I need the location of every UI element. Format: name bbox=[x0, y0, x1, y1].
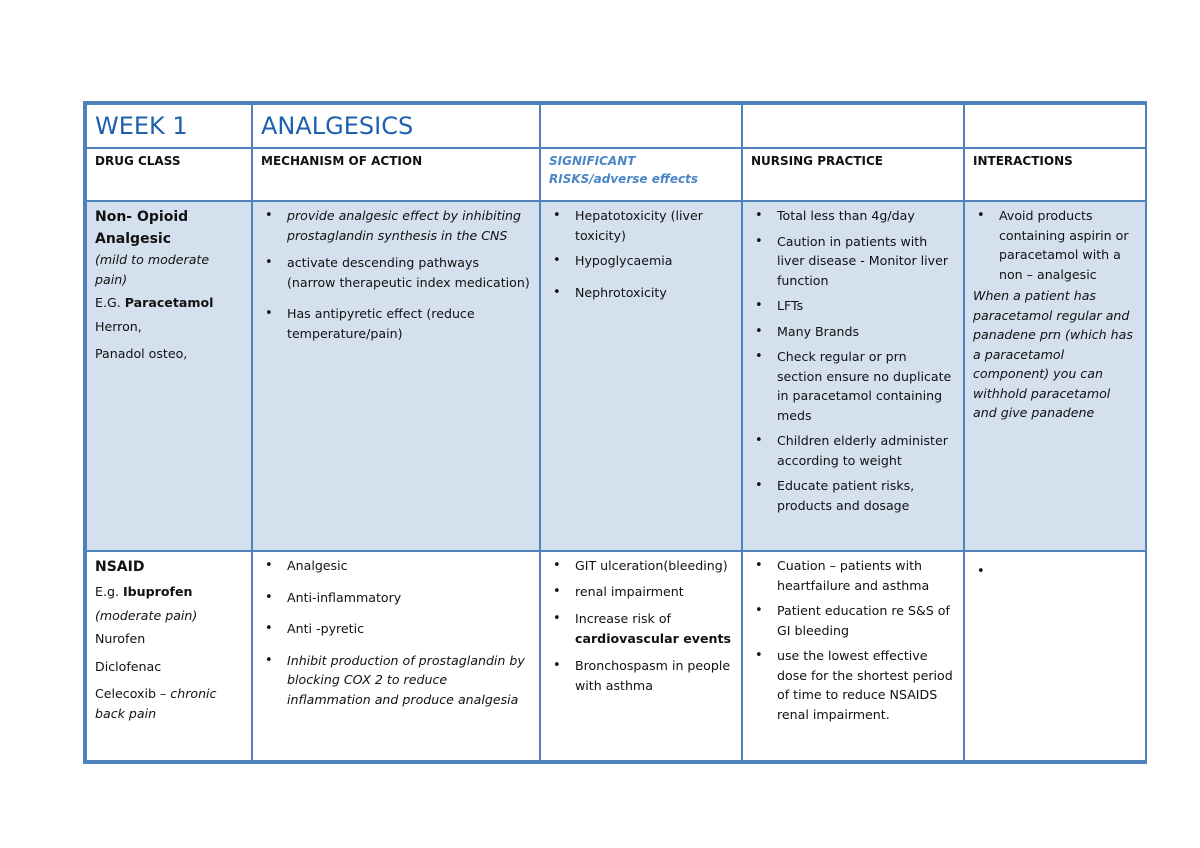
mechanism-cell bbox=[252, 551, 540, 761]
list-item: • LFTs bbox=[777, 296, 955, 316]
drug-table bbox=[83, 101, 1147, 764]
brand-name: Herron, bbox=[95, 318, 142, 334]
header-interactions: INTERACTIONS bbox=[964, 148, 1146, 201]
brand-name: Nurofen bbox=[95, 631, 146, 646]
pain-level: (mild to moderate pain) bbox=[95, 252, 210, 287]
list-item: • GIT ulceration(bleeding) bbox=[575, 556, 733, 576]
empty-cell bbox=[742, 104, 964, 148]
list-item: • Has antipyretic effect (reduce temperature/pain) bbox=[287, 304, 531, 343]
header-drug-class: DRUG CLASS bbox=[86, 148, 252, 201]
list-item: • Patient education re S&S of GI bleeding bbox=[777, 601, 955, 640]
list-item: • Total less than 4g/day bbox=[777, 206, 955, 226]
empty-cell bbox=[964, 104, 1146, 148]
list-item: • Increase risk of cardiovascular events bbox=[575, 609, 733, 648]
drug-class-cell bbox=[86, 201, 252, 551]
title-row bbox=[86, 104, 1146, 148]
topic-title: ANALGESICS bbox=[252, 104, 540, 148]
list-item: • Check regular or prn section ensure no duplicate in paracetamol containing meds bbox=[777, 347, 955, 425]
brand-name: Panadol osteo, bbox=[95, 346, 188, 361]
empty-cell bbox=[540, 104, 742, 148]
drug-class-title: NSAID bbox=[95, 559, 145, 575]
header-risks: SIGNIFICANT RISKS/adverse effects bbox=[540, 148, 742, 201]
nursing-cell bbox=[742, 201, 964, 551]
celecoxib-line: Celecoxib – chronic back pain bbox=[95, 686, 217, 721]
list-item: • Caution in patients with liver disease - Monitor liver function bbox=[777, 232, 955, 291]
header-mechanism: MECHANISM OF ACTION bbox=[252, 148, 540, 201]
list-item: • Analgesic bbox=[287, 556, 531, 576]
brand-name: Diclofenac bbox=[95, 658, 162, 674]
interactions-cell bbox=[964, 201, 1146, 551]
table-row bbox=[86, 551, 1146, 761]
list-item: • Children elderly administer according to weight bbox=[777, 431, 955, 470]
interaction-note: When a patient has paracetamol regular and panadene prn (which has a paracetamol component) you can withhold paracetamol and give panadene bbox=[973, 288, 1133, 420]
example-line: E.g. Ibuprofen bbox=[95, 584, 193, 599]
interactions-cell bbox=[964, 551, 1146, 761]
list-item: • renal impairment bbox=[575, 582, 733, 602]
week-title: WEEK 1 bbox=[86, 104, 252, 148]
drug-class-cell bbox=[86, 551, 252, 761]
list-item: • Educate patient risks, products and dosage bbox=[777, 476, 955, 515]
list-item: • Many Brands bbox=[777, 322, 955, 342]
list-item: • Avoid products containing aspirin or paracetamol with a non – analgesic bbox=[999, 206, 1137, 284]
risks-cell bbox=[540, 201, 742, 551]
list-item: • Nephrotoxicity bbox=[575, 283, 733, 303]
risks-cell bbox=[540, 551, 742, 761]
mechanism-cell bbox=[252, 201, 540, 551]
table-row bbox=[86, 201, 1146, 551]
list-item: • use the lowest effective dose for the shortest period of time to reduce NSAIDS renal impairment. bbox=[777, 646, 955, 724]
list-item: • Hepatotoxicity (liver toxicity) bbox=[575, 206, 733, 245]
list-item: • activate descending pathways (narrow therapeutic index medication) bbox=[287, 253, 531, 292]
nursing-cell bbox=[742, 551, 964, 761]
list-item: • Anti-inflammatory bbox=[287, 588, 531, 608]
list-item: • Cuation – patients with heartfailure and asthma bbox=[777, 556, 955, 595]
pain-level: (moderate pain) bbox=[95, 607, 198, 623]
drug-class-title: Non- Opioid Analgesic bbox=[95, 209, 189, 247]
list-item: • provide analgesic effect by inhibiting prostaglandin synthesis in the CNS bbox=[287, 206, 531, 245]
list-item: • Bronchospasm in people with asthma bbox=[575, 656, 733, 695]
list-item: • Inhibit production of prostaglandin by blocking COX 2 to reduce inflammation and produce analgesia bbox=[287, 651, 531, 710]
list-item: • Hypoglycaemia bbox=[575, 251, 733, 271]
list-item: • Anti -pyretic bbox=[287, 619, 531, 639]
example-line: E.G. Paracetamol bbox=[95, 295, 214, 310]
header-nursing: NURSING PRACTICE bbox=[742, 148, 964, 201]
header-row bbox=[86, 148, 1146, 201]
